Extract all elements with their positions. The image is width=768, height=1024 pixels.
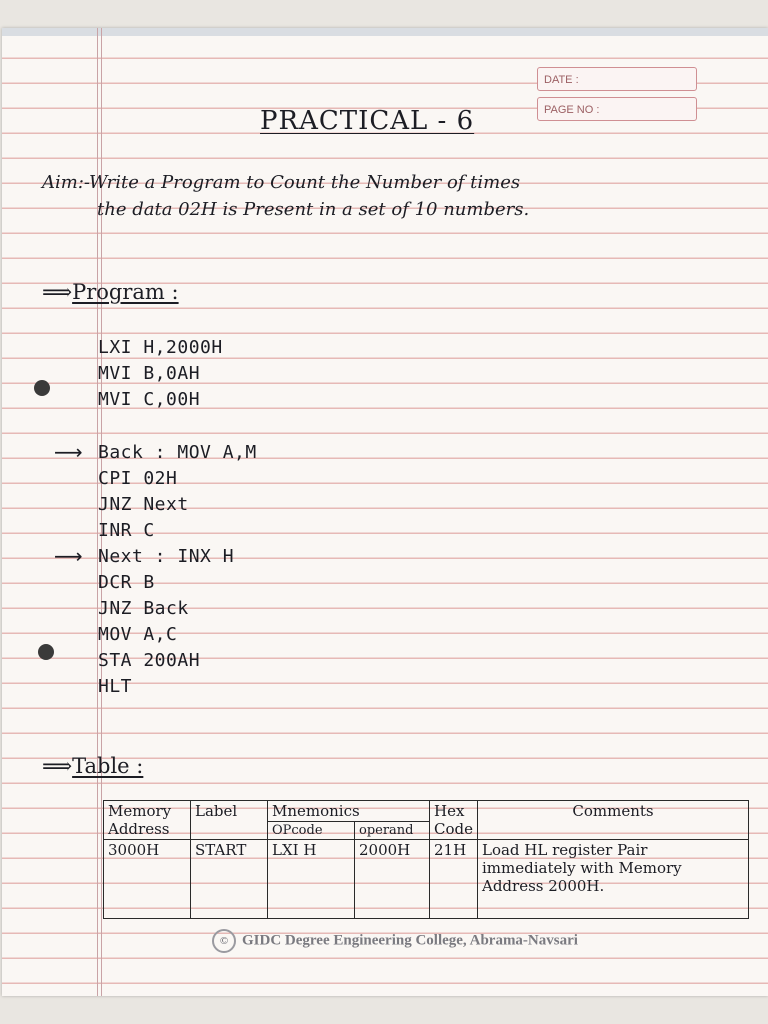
program-line: MVI B,0AH (98, 363, 201, 384)
comment-line: Address 2000H. (482, 877, 605, 895)
program-line: HLT (98, 676, 133, 697)
table-header-row (104, 801, 749, 822)
page-no-box: PAGE NO : (537, 97, 697, 121)
program-line: STA 200AH (98, 650, 201, 671)
program-heading-label: Program : (72, 280, 179, 304)
college-logo-icon: © (212, 929, 236, 953)
cell-operand: 2000H (355, 840, 430, 919)
instruction-table (103, 800, 749, 919)
header-comments: Comments (478, 801, 749, 840)
table-row (104, 840, 749, 919)
cell-opcode: LXI H (268, 840, 355, 919)
program-heading: ⟹Program : (42, 280, 179, 304)
program-line: LXI H,2000H (98, 337, 223, 358)
program-line: DCR B (98, 572, 155, 593)
footer-text: GIDC Degree Engineering College, Abrama-Navsari (242, 932, 578, 949)
program-line: JNZ Next (98, 494, 189, 515)
header-memory: Memory (108, 802, 172, 820)
header-hex-code (430, 801, 478, 840)
header-address: Address (108, 820, 170, 838)
header-memory-address (104, 801, 191, 840)
table-heading-label: Table : (72, 754, 144, 778)
date-box: DATE : (537, 67, 697, 91)
aim-line-2: the data 02H is Present in a set of 10 numbers. (97, 199, 530, 220)
program-line: Back : MOV A,M (98, 442, 257, 463)
arrow-icon: ⟶ (54, 544, 83, 568)
aim-line-1: Aim:-Write a Program to Count the Number of times (42, 172, 521, 193)
header-code: Code (434, 820, 473, 838)
cell-hex: 21H (430, 840, 478, 919)
page-top-strip (2, 28, 768, 36)
notebook-page (2, 28, 768, 996)
table-heading: ⟹Table : (42, 754, 144, 778)
cell-label: START (191, 840, 268, 919)
comment-line: immediately with Memory (482, 859, 682, 877)
program-line: Next : INX H (98, 546, 235, 567)
program-line: MOV A,C (98, 624, 178, 645)
header-label: Label (191, 801, 268, 840)
program-line: JNZ Back (98, 598, 189, 619)
arrow-icon: ⟶ (54, 440, 83, 464)
cell-address: 3000H (104, 840, 191, 919)
binder-hole (34, 380, 50, 396)
header-hex: Hex (434, 802, 465, 820)
header-mnemonics: Mnemonics (268, 801, 430, 822)
cell-comment (478, 840, 749, 919)
program-line: CPI 02H (98, 468, 178, 489)
binder-hole (38, 644, 54, 660)
header-operand: operand (355, 822, 430, 840)
program-line: MVI C,00H (98, 389, 201, 410)
comment-line: Load HL register Pair (482, 841, 648, 859)
program-line: INR C (98, 520, 155, 541)
page-title: PRACTICAL - 6 (260, 106, 475, 136)
college-footer (212, 929, 578, 953)
header-opcode: OPcode (268, 822, 355, 840)
